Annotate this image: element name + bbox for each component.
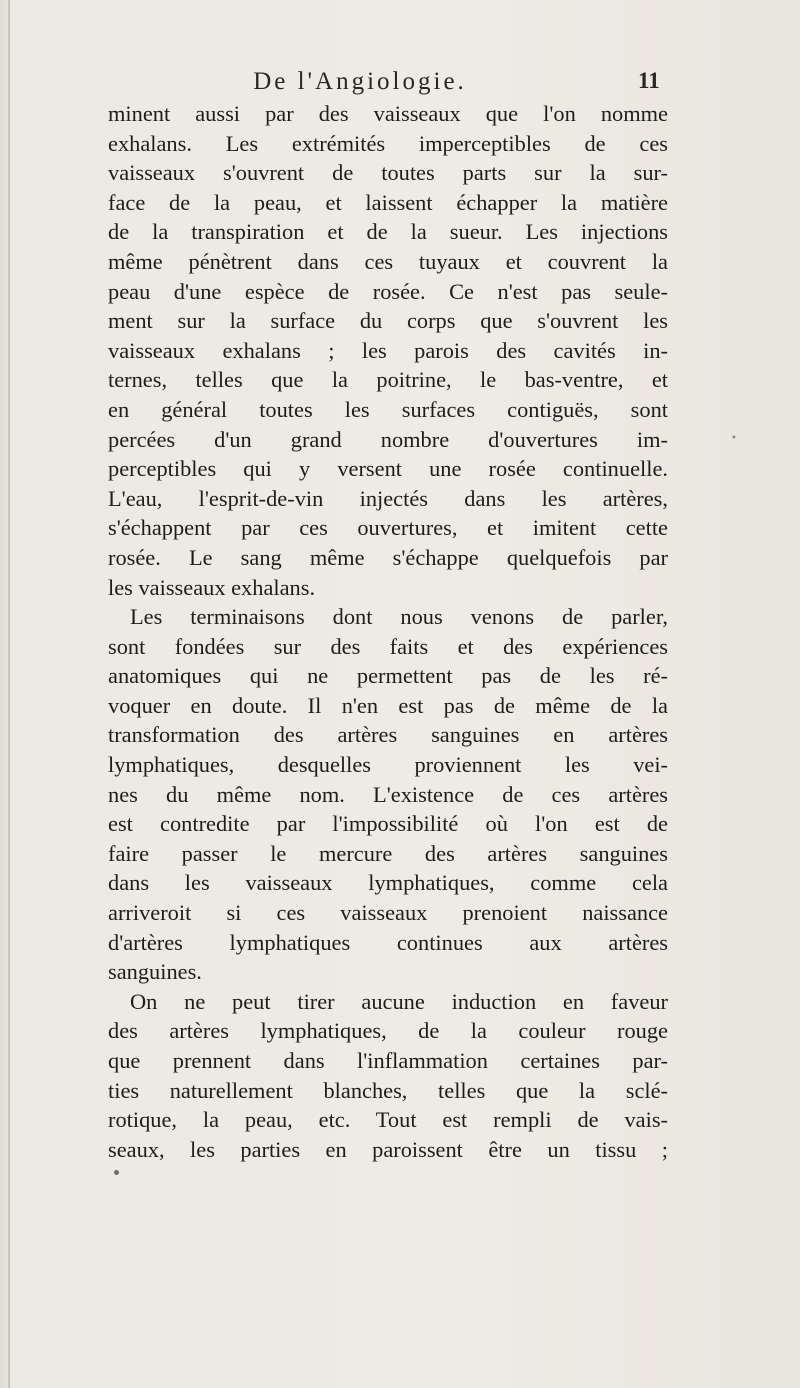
text-line: rosée. Le sang même s'échappe quelquefois par	[108, 544, 668, 570]
text-line: voquer en doute. Il n'en est pas de même de la	[108, 692, 668, 718]
text-line: face de la peau, et laissent échapper la matière	[108, 189, 668, 215]
text-line: dans les vaisseaux lymphatiques, comme cela	[108, 870, 668, 896]
paragraph-end-line: sanguines.	[108, 959, 202, 985]
text-line: arriveroit si ces vaisseaux prenoient naissance	[108, 900, 668, 926]
text-line: percées d'un grand nombre d'ouvertures im-	[108, 426, 668, 452]
page-gutter	[8, 0, 10, 1388]
text-line: transformation des artères sanguines en artères	[108, 722, 668, 748]
paragraph-end-line: les vaisseaux exhalans.	[108, 574, 316, 600]
text-line: vaisseaux exhalans ; les parois des cavités in-	[108, 337, 668, 363]
text-line: s'échappent par ces ouvertures, et imitent cette	[108, 515, 668, 541]
text-line: même pénètrent dans ces tuyaux et couvrent la	[108, 248, 668, 274]
paragraph-start-line: On ne peut tirer aucune induction en faveur	[130, 988, 668, 1014]
text-line: exhalans. Les extrémités imperceptibles de ces	[108, 130, 668, 156]
text-line: est contredite par l'impossibilité où l'on est de	[108, 811, 668, 837]
text-line: de la transpiration et de la sueur. Les injections	[108, 219, 668, 245]
page-number: 11	[638, 68, 660, 93]
text-line: L'eau, l'esprit-de-vin injectés dans les artères,	[108, 485, 668, 511]
body-text	[108, 99, 668, 1164]
text-line: ternes, telles que la poitrine, le bas-ventre, et	[108, 367, 668, 393]
text-line: seaux, les parties en paroissent être un tissu ;	[108, 1136, 668, 1162]
text-line: rotique, la peau, etc. Tout est rempli de vais-	[108, 1107, 668, 1133]
text-line: en général toutes les surfaces contiguës, sont	[108, 396, 668, 422]
margin-speck: •	[731, 433, 737, 444]
text-line: ment sur la surface du corps que s'ouvrent les	[108, 308, 668, 334]
text-line: ties naturellement blanches, telles que la sclé-	[108, 1077, 668, 1103]
ink-speck	[114, 1170, 119, 1175]
text-line: perceptibles qui y versent une rosée continuelle.	[108, 456, 668, 482]
text-line: des artères lymphatiques, de la couleur rouge	[108, 1018, 668, 1044]
text-line: peau d'une espèce de rosée. Ce n'est pas seule-	[108, 278, 668, 304]
text-line: que prennent dans l'inflammation certaines par-	[108, 1048, 668, 1073]
text-line: minent aussi par des vaisseaux que l'on nomme	[108, 101, 668, 126]
text-line: faire passer le mercure des artères sanguines	[108, 840, 668, 866]
text-line: vaisseaux s'ouvrent de toutes parts sur la sur-	[108, 160, 668, 186]
text-line: sont fondées sur des faits et des expériences	[108, 633, 668, 659]
running-head-title: De l'Angiologie.	[253, 68, 467, 95]
text-line: d'artères lymphatiques continues aux artères	[108, 929, 668, 955]
text-line: anatomiques qui ne permettent pas de les ré-	[108, 663, 668, 689]
text-line: nes du même nom. L'existence de ces artères	[108, 781, 668, 807]
paragraph-start-line: Les terminaisons dont nous venons de parler,	[130, 604, 668, 630]
text-line: lymphatiques, desquelles proviennent les vei-	[108, 752, 668, 778]
